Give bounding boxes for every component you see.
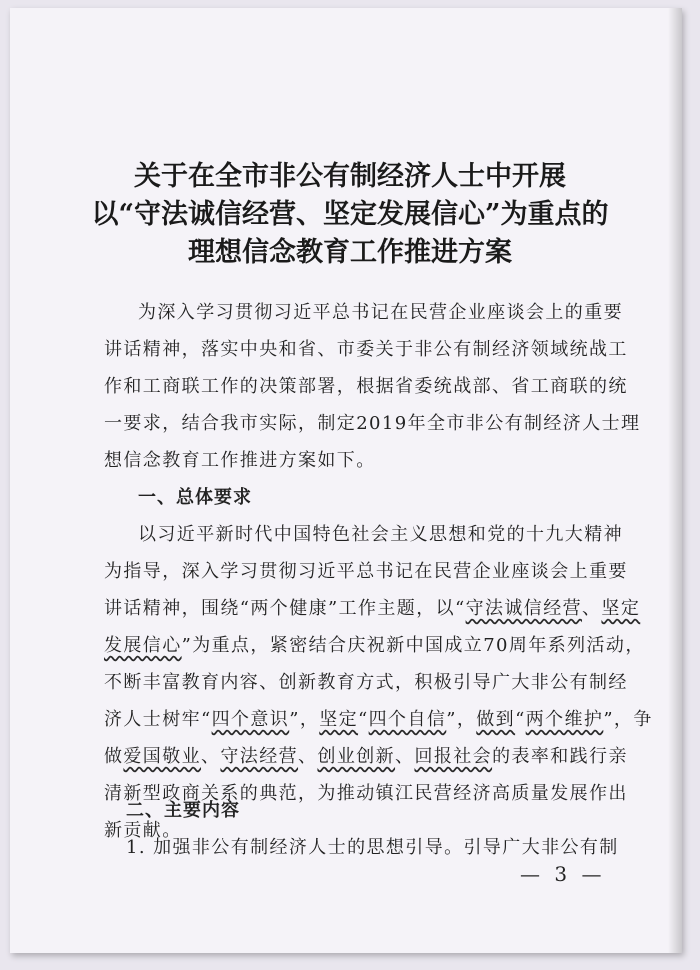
underlined-phrase: 两个维护	[525, 709, 604, 730]
section-heading-general-requirements: 一、总体要求	[138, 487, 252, 508]
underlined-phrase: 坚定	[319, 709, 359, 730]
text-span: 、	[298, 746, 318, 767]
document-title-line-1: 关于在全市非公有制经济人士中开展	[134, 161, 566, 192]
text-span: 济人士树牢“	[104, 709, 212, 730]
section1-line-6	[104, 707, 653, 733]
text-span: 讲话精神，围绕“两个健康”工作主题，以“	[104, 598, 466, 619]
section1-line-9: 新贡献。	[104, 820, 182, 841]
intro-line-5: 想信念教育工作推进方案如下。	[104, 450, 376, 471]
text-span: 、	[582, 598, 602, 619]
document-title-line-3: 理想信念教育工作推进方案	[188, 237, 512, 268]
section1-line-3	[104, 596, 641, 622]
underlined-phrase: 发展信心	[104, 635, 182, 656]
underlined-phrase: 创业创新	[317, 746, 396, 767]
underlined-phrase: 做到	[476, 709, 516, 730]
underlined-phrase: 四个自信	[368, 709, 447, 730]
text-span: “	[358, 709, 369, 730]
intro-line-1: 为深入学习贯彻习近平总书记在民营企业座谈会上的重要	[138, 302, 623, 323]
text-span: 、	[201, 746, 221, 767]
section1-line-2: 为指导，深入学习贯彻习近平总书记在民营企业座谈会上重要	[104, 561, 628, 582]
text-span: 做	[104, 746, 124, 767]
intro-line-4: 一要求，结合我市实际，制定2019年全市非公有制经济人士理	[104, 413, 641, 434]
text-span: 、	[395, 746, 415, 767]
section1-line-4	[104, 633, 645, 659]
text-span: “	[515, 709, 526, 730]
section1-line-8: 清新型政商关系的典范，为推动镇江民营经济高质量发展作出	[104, 783, 628, 804]
underlined-phrase: 回报社会	[414, 746, 493, 767]
section-heading-main-content: 二、主要内容	[126, 800, 240, 821]
section1-line-5: 不断丰富教育内容、创新教育方式，积极引导广大非公有制经	[104, 672, 628, 693]
scan-edge-shadow	[668, 8, 682, 953]
underlined-phrase: 爱国敬业	[123, 746, 202, 767]
text-span: ”，	[446, 709, 477, 730]
document-title-line-2: 以“守法诚信经营、坚定发展信心”为重点的	[91, 199, 609, 230]
text-span: ”为重点，紧密结合庆祝新中国成立70周年系列活动，	[181, 635, 645, 656]
section1-line-7	[104, 744, 628, 770]
page-number: — 3 —	[520, 862, 606, 886]
text-span: 的表率和践行亲	[492, 746, 628, 767]
underlined-phrase: 坚定	[601, 598, 641, 619]
intro-line-3: 作和工商联工作的决策部署，根据省委统战部、省工商联的统	[104, 376, 628, 397]
underlined-phrase: 守法诚信经营	[465, 598, 583, 619]
text-span: ”，	[289, 709, 320, 730]
section2-item-1: 1. 加强非公有制经济人士的思想引导。引导广大非公有制	[126, 837, 619, 858]
underlined-phrase: 四个意识	[211, 709, 290, 730]
intro-line-2: 讲话精神，落实中央和省、市委关于非公有制经济领域统战工	[104, 339, 628, 360]
section1-line-1: 以习近平新时代中国特色社会主义思想和党的十九大精神	[138, 524, 623, 545]
text-span: ”，争	[603, 709, 653, 730]
underlined-phrase: 守法经营	[220, 746, 299, 767]
